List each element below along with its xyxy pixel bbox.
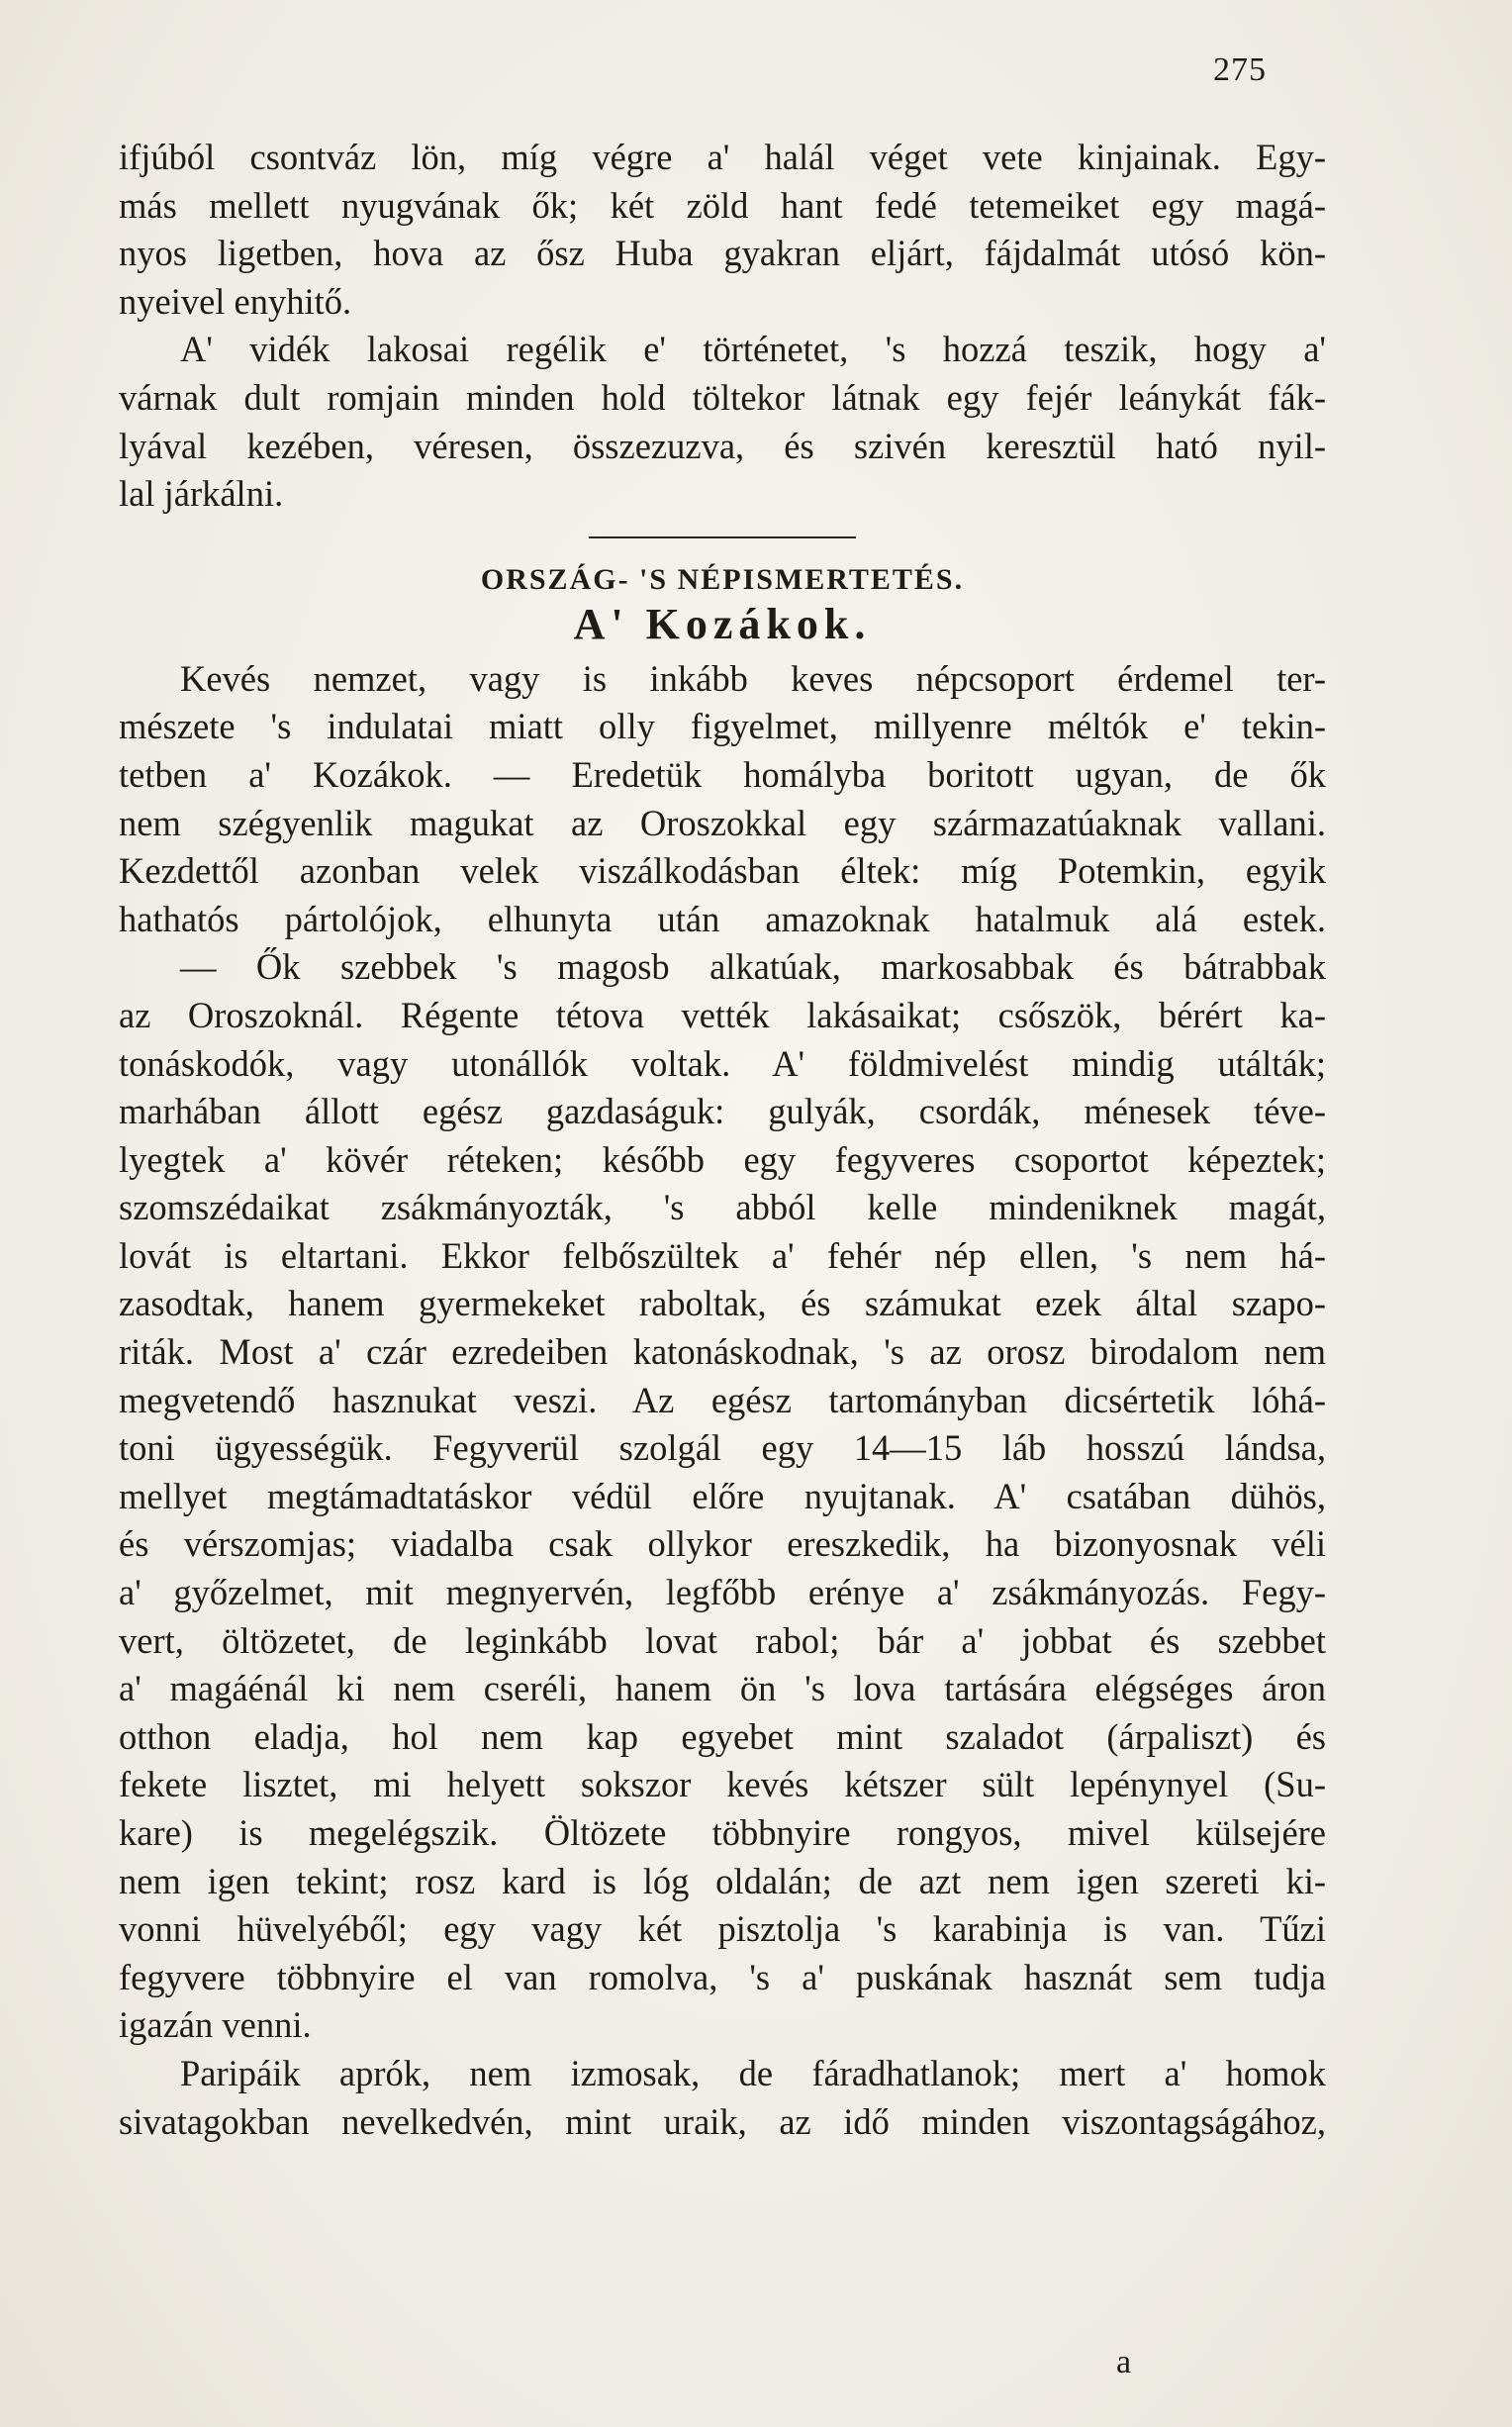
text-line: fekete lisztet, mi helyett sokszor kevés kétszer sült lepénynyel (Su- <box>119 1764 1326 1805</box>
text-line: otthon eladja, hol nem kap egyebet mint szaladot (árpaliszt) és <box>119 1715 1326 1757</box>
text-line: igazán venni. <box>119 2004 312 2046</box>
text-line: lal járkálni. <box>119 473 284 515</box>
article-title: A' Kozákok. <box>573 599 872 648</box>
section-divider <box>589 536 856 538</box>
text-line: a' győzelmet, mit megnyervén, legfőbb erénye a' zsákmányozás. Fegy- <box>119 1572 1326 1613</box>
text-line: nyos ligetben, hova az ősz Huba gyakran eljárt, fájdalmát utósó kön- <box>119 233 1326 274</box>
text-line: Kevés nemzet, vagy is inkább keves népcsoport érdemel ter- <box>180 657 1326 699</box>
text-line: vonni hüvelyéből; egy vagy két pisztolja 's karabinja is van. Tűzi <box>119 1908 1326 1950</box>
text-line: nem igen tekint; rosz kard is lóg oldalán; de azt nem igen szereti ki- <box>119 1860 1326 1901</box>
text-line: szomszédaikat zsákmányozták, 's abból kelle mindeniknek magát, <box>119 1187 1326 1228</box>
body-paragraph <box>119 655 1326 2050</box>
text-line: toni ügyességük. Fegyverül szolgál egy 14—15 láb hosszú lándsa, <box>119 1427 1326 1469</box>
text-line: hathatós pártolójok, elhunyta után amazoknak hatalmuk alá estek. <box>119 898 1326 939</box>
printer-signature-mark: a <box>1116 2344 1132 2380</box>
text-line: tetben a' Kozákok. — Eredetük homályba boritott ugyan, de ők <box>119 753 1326 795</box>
text-line: lovát is eltartani. Ekkor felbőszültek a' fehér nép ellen, 's nem há- <box>119 1234 1326 1276</box>
text-line: lyával kezében, véresen, összezuzva, és szivén keresztül ható nyil- <box>119 425 1326 466</box>
legend-paragraph <box>119 326 1326 518</box>
text-line: vert, öltözetet, de leginkább lovat rabol; bár a' jobbat és szebbet <box>119 1619 1326 1661</box>
text-line: a' magáénál ki nem cseréli, hanem ön 's lova tartására elégséges áron <box>119 1668 1326 1709</box>
section-heading: ORSZÁG- 'S NÉPISMERTETÉS. <box>480 562 965 596</box>
text-line: nyeivel enyhitő. <box>119 280 352 322</box>
text-line: marhában állott egész gazdaságuk: gulyák, csordák, ménesek téve- <box>119 1091 1326 1132</box>
text-line: Paripáik aprók, nem izmosak, de fáradhatlanok; mert a' homok <box>180 2052 1326 2093</box>
text-line: fegyvere többnyire el van romolva, 's a' puskának hasznát sem tudja <box>119 1956 1326 1997</box>
text-line: Kezdettől azonban velek viszálkodásban éltek: míg Potemkin, egyik <box>119 850 1326 892</box>
opening-paragraph <box>119 134 1326 326</box>
text-line: lyegtek a' kövér réteken; később egy fegyveres csoportot képeztek; <box>119 1138 1326 1180</box>
text-line: megvetendő hasznukat veszi. Az egész tartományban dicsértetik lóhá- <box>119 1379 1326 1420</box>
text-line: az Oroszoknál. Régente tétova vették lakásaikat; csőszök, bérért ka- <box>119 994 1326 1035</box>
text-line: más mellett nyugvának ők; két zöld hant fedé tetemeiket egy magá- <box>119 184 1326 226</box>
text-line: A' vidék lakosai regélik e' történetet, 's hozzá teszik, hogy a' <box>180 329 1326 370</box>
text-line: nem szégyenlik magukat az Oroszokkal egy származatúaknak vallani. <box>119 802 1326 843</box>
text-line: — Ők szebbek 's magosb alkatúak, markosabbak és bátrabbak <box>180 946 1326 988</box>
text-line: mellyet megtámadtatáskor védül előre nyujtanak. A' csatában dühös, <box>119 1475 1326 1516</box>
text-line: ifjúból csontváz lön, míg végre a' halál véget vete kinjainak. Egy- <box>119 137 1326 177</box>
text-line: mészete 's indulatai miatt olly figyelmet, millyenre méltók e' tekin- <box>119 706 1326 747</box>
text-line: sivatagokban nevelkedvén, mint uraik, az idő minden viszontagságához, <box>119 2100 1326 2142</box>
text-line: várnak dult romjain minden hold töltekor látnak egy fejér leánykát fák- <box>119 376 1326 418</box>
body-paragraph <box>119 2050 1326 2146</box>
text-column <box>119 134 1326 2146</box>
text-line: és vérszomjas; viadalba csak ollykor ereszkedik, ha bizonyosnak véli <box>119 1523 1326 1565</box>
text-line: kare) is megelégszik. Öltözete többnyire rongyos, mivel külsejére <box>119 1812 1326 1853</box>
text-line: tonáskodók, vagy utonállók voltak. A' földmivelést mindig utálták; <box>119 1042 1326 1084</box>
page-number: 275 <box>1213 51 1267 88</box>
text-line: riták. Most a' czár ezredeiben katonáskodnak, 's az orosz birodalom nem <box>119 1331 1326 1373</box>
text-line: zasodtak, hanem gyermekeket raboltak, és számukat ezek által szapo- <box>119 1283 1326 1324</box>
